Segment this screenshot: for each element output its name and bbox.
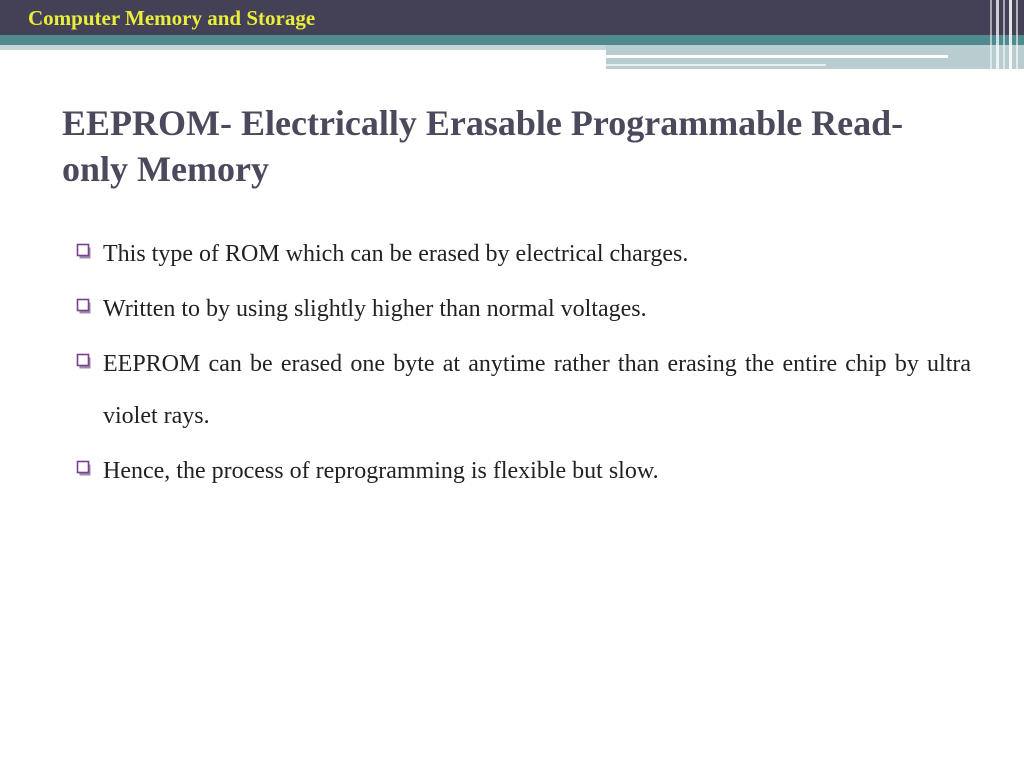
header-divider-line	[606, 64, 826, 66]
slide-title: EEPROM- Electrically Erasable Programmable Read-only Memory	[62, 103, 904, 189]
decorative-stripe	[1009, 0, 1012, 69]
bullet-text: Hence, the process of reprogramming is flexible but slow.	[103, 458, 659, 484]
hollow-square-bullet-icon	[76, 297, 96, 317]
bullet-item	[76, 228, 971, 280]
header-accent-band	[0, 35, 1024, 45]
hollow-square-bullet-icon	[76, 459, 96, 479]
decorative-stripe	[1003, 0, 1005, 69]
bullet-text: This type of ROM which can be erased by electrical charges.	[103, 241, 689, 267]
decorative-stripe	[1016, 0, 1018, 69]
header-divider-line	[606, 55, 948, 58]
bullet-text: EEPROM can be erased one byte at anytime rather than erasing the entire chip by ultra violet rays.	[103, 351, 971, 429]
decorative-stripe	[990, 0, 992, 69]
header-title: Computer Memory and Storage	[28, 6, 316, 30]
header-bar	[0, 0, 1024, 35]
bullet-text: Written to by using slightly higher than normal voltages.	[103, 296, 647, 322]
hollow-square-bullet-icon	[76, 352, 96, 372]
bullet-list	[76, 228, 971, 500]
decorative-stripe	[996, 0, 999, 69]
bullet-item	[76, 338, 971, 442]
bullet-item	[76, 283, 971, 335]
header-divider-left	[0, 45, 606, 50]
hollow-square-bullet-icon	[76, 242, 96, 262]
bullet-item	[76, 445, 971, 497]
